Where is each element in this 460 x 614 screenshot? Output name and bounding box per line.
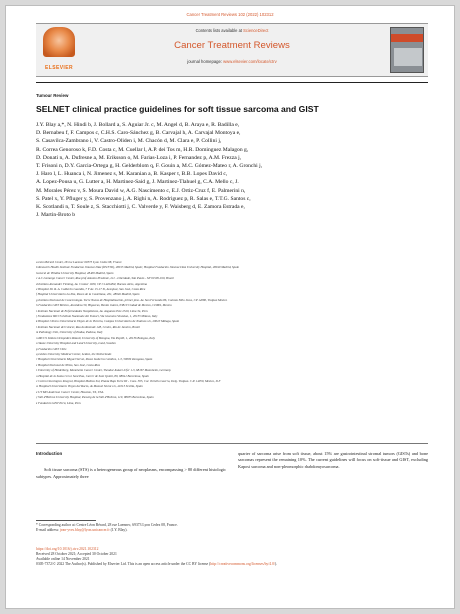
affiliation-line: i Instituto Nacional de Enfermedades Neoplásicas, Av. Angamos Este 2520, Lima 34, Peru: [36, 308, 148, 313]
elsevier-logo-text: ELSEVIER: [45, 65, 73, 71]
introduction-text-left: Soft tissue sarcoma (STS) is a heterogeneous group of neoplasms, encompassing > 80 different histologic subtypes. Approximately three: [36, 467, 226, 479]
affiliation-line: x UT MD Anderson Cancer Center, Houston, TX, USA: [36, 389, 104, 394]
author-line: S. Patel x, Y. Pfluger y, S. Provenzano j, A. Righi n, A. Rodriguez p, R. Salas e, T.T.G. Santos c,: [36, 195, 251, 202]
author-line: J.Y. Blay a,*, N. Hindi b, J. Bollard a, S. Aguiar Jr. c, M. Angel d, B. Araya e, R. Badilla e,: [36, 122, 240, 128]
affiliation-line: m Pathology Unit, University of Padua, Padova, Italy: [36, 330, 103, 335]
cover-band: [391, 34, 423, 42]
affiliation-line: r Hospital Universitario Miguel Servet, Paseo Isabel la Católica, 1-3, 50009 Zaragoza, Spain: [36, 357, 153, 362]
contents-prefix: Contents lists available at: [195, 28, 244, 33]
affiliation-line: p Fundación GIST Chile: [36, 346, 67, 351]
affiliation-line: g Instituto Nacional de Cancerología. Torre Nueva de Hospitalización, primer piso. Av. San Fernando 86, Colonia Niño Jesus, CP 14080, Tlalpan Mexico: [36, 297, 228, 302]
author-line: D. Bernabeu f, F. Campos c, C.H.S. Caro-Sánchez g, B. Carvajal h, A. Carvajal Montoya e,: [36, 130, 241, 137]
corresponding-author-note: * Corresponding author at: Centre Léon Bérard, 28 rue Laennec, 69373 Lyon Cedex 08, France.: [36, 523, 178, 527]
footnotes: [36, 523, 428, 533]
doi-link[interactable]: https://doi.org/10.1016/j.ctrv.2021.102312: [36, 547, 99, 551]
affiliation-line: b Research Health Institute Fundacion Jimenez Diaz (IIS/FJD), 28015 Madrid, Spain; Hospital Fundación Jimenez Diaz University Hospital, 28040 Madrid, Spain: [36, 265, 240, 270]
elsevier-tree-icon: [43, 27, 75, 57]
affiliation-line: e Hospital Dr. R. A. Calderón Guardia, 7 Y Av. 15-17 St, Aranjuez, San José, Costa Rica: [36, 287, 146, 292]
email-note: [36, 528, 428, 533]
cover-panel: [394, 48, 422, 66]
author-line: S. Casavilca-Zambrano i, V. Castro-Oliden i, M. Chacón d, M. Clara e, P. Collini j,: [36, 138, 222, 145]
journal-homepage-link[interactable]: www.elsevier.com/locate/ctrv: [223, 59, 277, 64]
received-dates: Received 28 October 2021; Accepted 30 October 2021: [36, 552, 117, 557]
affiliation-line: l Instituto Nacional del Cáncer, Rua do Rezende 128, Centro, Rio de Janeiro, Brazil: [36, 324, 140, 329]
homepage-prefix: journal homepage:: [187, 59, 224, 64]
author-line: M. Morales Pérez v, S. Moura David w, A.G. Nascimento c, E.J. Ortiz-Cruz f, E. Palmerini n,: [36, 187, 246, 194]
affiliation-line: y Vall d'Hebron University Hospital, Passeig de la Vall d'Hebron, 119, 08035 Barcelona, Spain: [36, 395, 154, 400]
affiliation-line: s Hospital Nacional de Niños, San José, Costa Rica: [36, 362, 101, 367]
introduction-text-right: quarter of sarcoma arise from soft tissue, about 15% are gastrointestinal stromal tumors (GISTs) and bone sarcomas represent the remaining 10%. The current guidelines will focus on soft-tissue and GIST, excluding Kaposi sarcoma and non-pleomorphic rhabdomyosarcoma.: [238, 451, 428, 469]
contents-line: [96, 28, 368, 33]
affiliation-list: [36, 260, 428, 406]
body-rule: [36, 443, 428, 444]
affiliation-line: t University of Heidelberg, Mannheim Cancer Center, Theodor-Kutzer-Ufer 1-3, 68167 Mannheim, Germany: [36, 368, 171, 373]
journal-title: Cancer Treatment Reviews: [174, 40, 290, 51]
email-suffix: (J.Y. Blay).: [109, 528, 128, 533]
affiliation-line: d Instituto Alexander Fleming, Av. Cramer 1180, CP C1426ANZ, Buenos Aires, Argentina: [36, 281, 148, 286]
affiliation-line: j Fondazione IRCCS Istituto Nazionale dei Tumori, Via Giacomo Venezian, 1, 20133 Milano, Italy: [36, 314, 158, 319]
sciencedirect-link[interactable]: ScienceDirect: [243, 28, 269, 33]
author-line: J. Haro l, L. Huanca i, N. Jimenez s, M. Karanian a, B. Kasper t, B.B. Lopes David c,: [36, 171, 228, 178]
affiliation-line: a Léon Bérard Center, 28 rue Laennec 69373 Lyon Cedex 08, France: [36, 260, 122, 264]
author-line: D. Donati n, A. Dufresne a, M. Eriksson o, M. Farias-Loza i, P. Fernandez p, A.M. Frezza j,: [36, 154, 242, 161]
author-line: A. Lopez-Pousa u, G. Lutter a, H. Martinez-Said g, J. Martinez-Tlahuel g, C.A. Mello c, J.: [36, 179, 239, 186]
masthead-rule: [36, 82, 428, 83]
masthead-center: [96, 28, 368, 64]
author-line: J. Martin-Broto b: [36, 212, 75, 219]
column-right: [238, 451, 428, 470]
footnote-rule: [36, 520, 96, 521]
affiliation-line: c A.C.Camargo Cancer Center, Rua prof Antonio Prudente, 211 - Liberdade, São Paulo - SP 01509-010, Brazil: [36, 276, 174, 281]
copyright-line: [36, 562, 428, 567]
affiliation-line: v Centro Oncológico Integral, Hospital Medica Sur, Planta Baja Torre III - Cons. 305, Col. Toriello Guerra, Delg. Tlalpan. C.P. 14050, Mexico, D.F: [36, 378, 221, 383]
affiliation-line: q Leiden University Medical Center, Leiden, the Netherlands: [36, 351, 112, 356]
introduction-heading: Introduction: [36, 451, 63, 456]
article-page: [5, 5, 455, 609]
elsevier-logo[interactable]: [40, 27, 78, 71]
affiliation-line: f Hospital Universitario La Paz, Paseo de la Castellana, 261, 28046 Madrid, Spain: [36, 292, 140, 297]
running-header: Cancer Treatment Reviews 102 (2022) 102312: [186, 12, 274, 17]
author-line: R. Correa Genoroso k, F.D. Costa c, M. Cuellar l, A.P. dei Tos m, H.R. Dominguez Malagon g,: [36, 146, 249, 153]
affiliation-line: n IRCCS Istituto Ortopedico Rizzoli, University of Bologna, Via Pupilli, 1, 40136 Bologna, Italy: [36, 335, 156, 340]
affiliation-line: k Hospital Clínico Universitario Virgen de la Victoria, Campus Universitario de Teatinos s/n, 29010 Málaga, Spain: [36, 319, 180, 324]
column-left: [36, 451, 226, 480]
article-type: Tumour Review: [36, 93, 69, 98]
affiliation-line: h Fundación GIST México, Alcaldesa 59, Higueras, Benito Juárez, 03810 Ciudad de Mexico, CDMX, Mexico: [36, 303, 172, 308]
article-title: SELNET clinical practice guidelines for soft tissue sarcoma and GIST: [36, 104, 319, 114]
affiliation-line: o Skane University Hospital and Lund University, Lund, Sweden: [36, 341, 116, 346]
journal-masthead: [36, 23, 428, 77]
available-online: Available online 14 November 2021: [36, 557, 90, 562]
affiliation-line: General de Villalba University Hospital, 28400 Madrid, Spain: [36, 270, 114, 275]
affiliation-line: u Hospital de la Santa Creu i Sant Pau, Carrer de Sant Quintí, 89, 08041 Barcelona, Spain: [36, 373, 149, 378]
email-link[interactable]: jean-yves.blay@lyon.unicancer.fr: [59, 528, 110, 533]
author-line: K. Scotlandi n, T. Soule z, S. Stacchiotti j, C. Valverde y, F. Waisberg d, E. Zamora Estrada e,: [36, 204, 245, 211]
affiliation-line: w Hospital Universitario Virgen del Rocío, Av Manuel Siurot s/n, 41013 Sevilla, Spain: [36, 384, 143, 389]
license-link[interactable]: http://creativecommons.org/licenses/by/4.0/: [210, 562, 275, 567]
affiliation-line: z Fundación GIST Perú, Lima, Peru: [36, 400, 81, 405]
copyright-suffix: ).: [274, 562, 278, 567]
homepage-line: [96, 59, 368, 64]
author-line: T. Frisoni n, D.Y. Garcia-Ortega g, H. Gelderblom q, F. Gouin a, M.C. Gómez-Mateo r, A. Gronchi j,: [36, 163, 263, 170]
email-prefix: E-mail address:: [36, 528, 60, 533]
author-list: [36, 121, 426, 219]
article-footer: [36, 547, 428, 567]
journal-cover-thumbnail[interactable]: [390, 27, 424, 73]
copyright-prefix: 0305-7372/© 2022 The Author(s). Published by Elsevier Ltd. This is an open access article under the CC BY license (: [36, 562, 211, 567]
